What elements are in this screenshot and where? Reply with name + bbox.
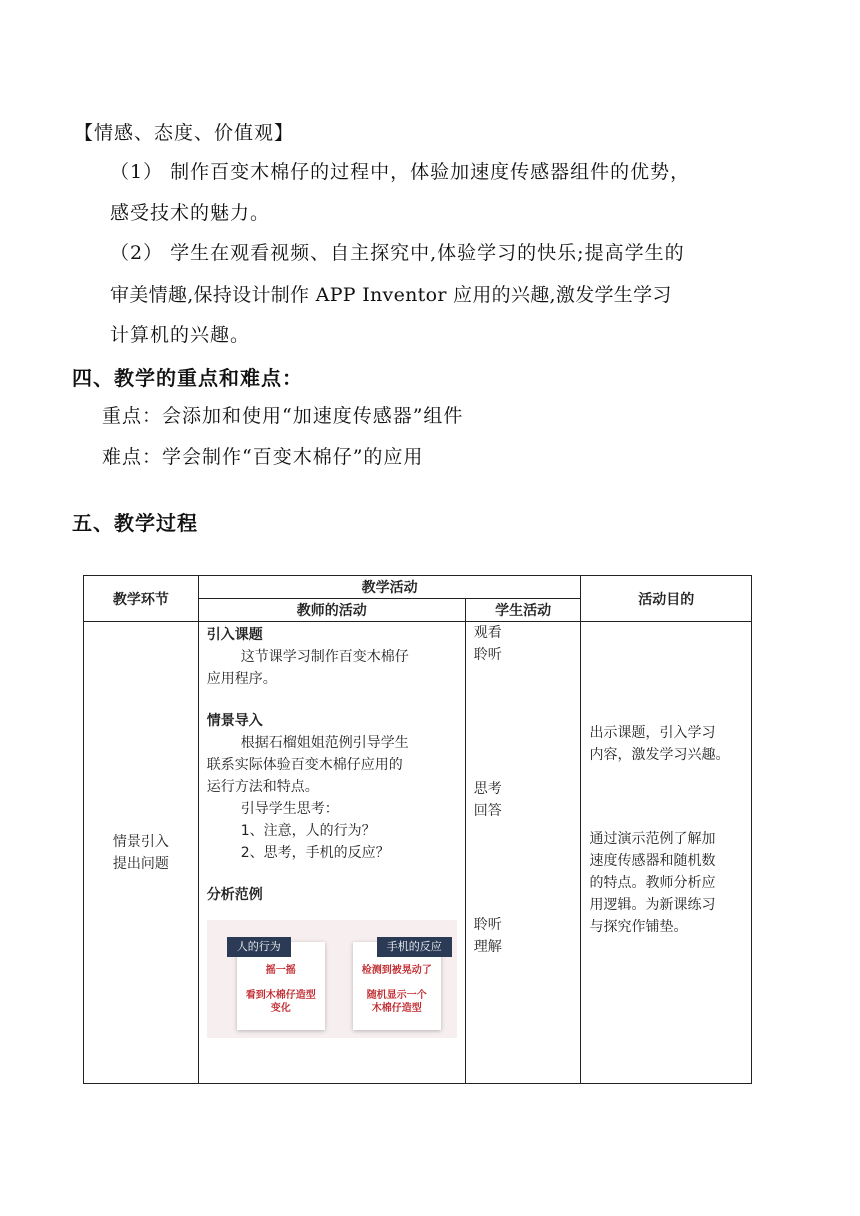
header-purpose: 活动目的 [581,576,752,622]
header-phase: 教学环节 [84,576,199,622]
response-line1: 检测到被晃动了 [361,965,432,976]
difficulty: 难点：学会制作“百变木棉仔”的应用 [102,446,424,468]
key-point: 重点：会添加和使用“加速度传感器”组件 [102,405,464,427]
header-teacher: 教师的活动 [198,599,465,622]
question-2: 2、思考，手机的反应？ [240,845,390,861]
scene-line2: 联系实际体验百变木棉仔应用的 [206,757,403,773]
student-c1: 聆听 [473,917,502,933]
student-b2: 回答 [473,803,502,819]
purpose-1-line2: 内容，激发学习兴趣。 [589,747,730,763]
scene-line3: 运行方法和特点。 [206,779,319,795]
analysis-heading: 分析范例 [206,887,263,903]
intro-line2: 应用程序。 [206,671,277,687]
student-a2: 聆听 [473,647,502,663]
affect-item1-line1: （1） 制作百变木棉仔的过程中，体验加速度传感器组件的优势， [110,161,691,183]
affect-heading: 【情感、态度、价值观】 [74,122,295,144]
purpose-2-line4: 用逻辑。为新课练习 [589,897,716,913]
section5-title: 五、教学过程 [72,511,198,535]
guide-line: 引导学生思考： [240,801,339,817]
question-1: 1、注意，人的行为？ [240,823,376,839]
purpose-2-line2: 速度传感器和随机数 [589,853,716,869]
student-activity-cell [465,622,581,1084]
affect-item1-line2: 感受技术的魅力。 [110,202,271,224]
phase-cell [84,622,199,1084]
behavior-tag: 人的行为 [227,937,291,957]
header-student: 学生活动 [465,599,581,622]
purpose-2-line3: 的特点。教师分析应 [589,875,716,891]
student-b1: 思考 [473,781,502,797]
affect-item2-line2: 审美情趣,保持设计制作 APP Inventor 应用的兴趣,激发学生学习 [110,284,672,306]
behavior-line2: 看到木棉仔造型 [245,990,316,1001]
purpose-2-line1: 通过演示范例了解加 [589,831,716,847]
phase-line1: 情景引入 [112,833,169,850]
behavior-line3: 变化 [270,1003,291,1014]
student-c2: 理解 [473,939,502,955]
response-tag: 手机的反应 [377,937,452,957]
intro-line1: 这节课学习制作百变木棉仔 [240,649,409,665]
teacher-activity-cell [198,622,465,1084]
affect-item2-line3: 计算机的兴趣。 [110,324,251,346]
purpose-cell [581,622,752,1084]
behavior-line1: 摇一摇 [265,965,296,976]
header-activities: 教学活动 [198,576,581,599]
phase-line2: 提出问题 [112,855,169,872]
example-image [207,920,457,1038]
scene-line1: 根据石榴姐姐范例引导学生 [240,735,409,751]
response-line3: 木棉仔造型 [371,1003,422,1014]
intro-heading: 引入课题 [206,627,263,643]
purpose-1-line1: 出示课题，引入学习 [589,725,716,741]
student-a1: 观看 [473,625,502,641]
response-line2: 随机显示一个 [366,990,427,1001]
lesson-process-table [83,575,752,1084]
section4-title: 四、教学的重点和难点： [72,366,303,390]
affect-item2-line1: （2） 学生在观看视频、自主探究中,体验学习的快乐;提高学生的 [110,242,685,264]
scene-heading: 情景导入 [206,713,263,729]
purpose-2-line5: 与探究作铺垫。 [589,919,688,935]
